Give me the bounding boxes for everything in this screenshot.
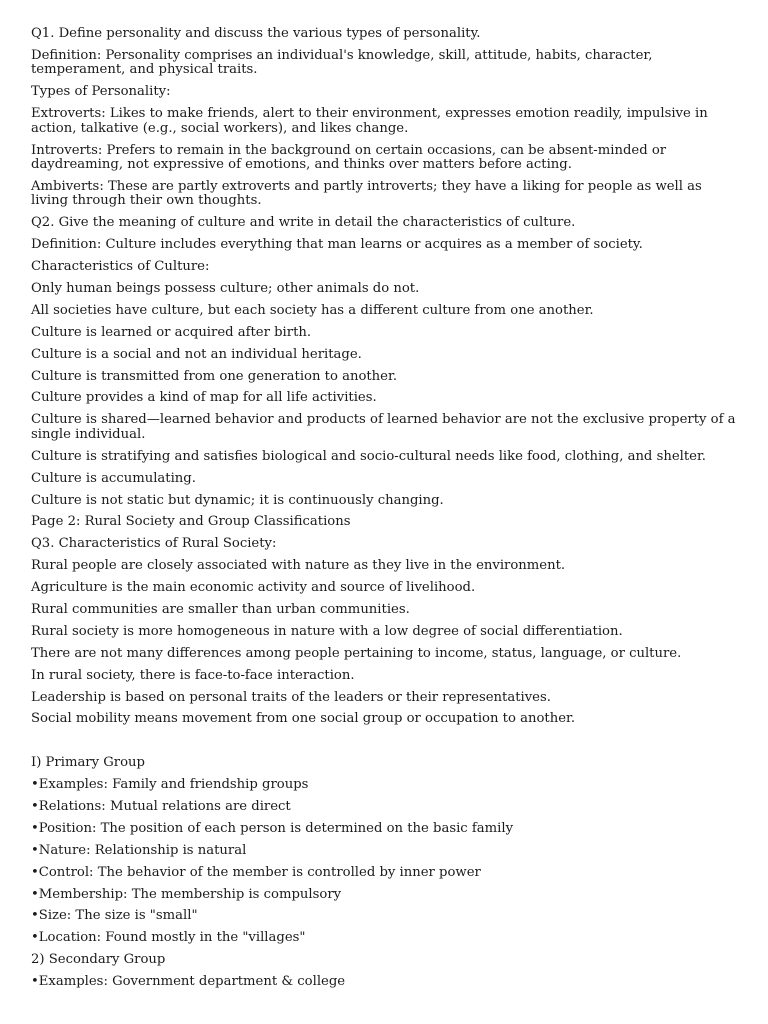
rural-point: Rural society is more homogeneous in nature with a low degree of social differentiation. (31, 623, 623, 639)
document-page (31, 27, 743, 997)
secondary-group-heading: 2) Secondary Group (31, 952, 166, 968)
introverts-paragraph: Introverts: Prefers to remain in the background on certain occasions, can be absent-minded or daydreaming, not expressive of emotions, and thinks over matters before acting. (31, 142, 667, 173)
primary-group-bullet: •Control: The behavior of the member is controlled by inner power (31, 864, 481, 880)
culture-point: Culture is a social and not an individual heritage. (31, 346, 362, 362)
culture-point: Culture provides a kind of map for all life activities. (31, 390, 377, 406)
types-of-personality-heading: Types of Personality: (31, 84, 171, 100)
primary-group-bullet: •Membership: The membership is compulsory (31, 886, 342, 902)
culture-point: Only human beings possess culture; other animals do not. (31, 281, 420, 297)
primary-group-bullet: •Examples: Family and friendship groups (31, 777, 309, 793)
primary-group-bullet: •Size: The size is "small" (31, 908, 198, 924)
culture-point: Culture is learned or acquired after birth. (31, 324, 312, 340)
rural-point: In rural society, there is face-to-face interaction. (31, 667, 355, 683)
characteristics-of-culture-heading: Characteristics of Culture: (31, 259, 210, 275)
culture-definition: Definition: Culture includes everything that man learns or acquires as a member of society. (31, 237, 643, 253)
culture-point: Culture is transmitted from one generation to another. (31, 368, 398, 384)
question-1-heading: Q1. Define personality and discuss the various types of personality. (31, 26, 481, 41)
rural-point: Rural communities are smaller than urban communities. (31, 601, 410, 617)
question-3-heading: Q3. Characteristics of Rural Society: (31, 536, 277, 552)
rural-point: Leadership is based on personal traits of the leaders or their representatives. (31, 689, 551, 705)
culture-point: Culture is stratifying and satisfies biological and socio-cultural needs like food, clothing, and shelter. (31, 448, 707, 464)
personality-definition: Definition: Personality comprises an individual's knowledge, skill, attitude, habits, character, temperament, and physical traits. (31, 47, 653, 78)
blank-line (31, 734, 743, 756)
culture-point: Culture is accumulating. (31, 470, 196, 486)
primary-group-bullet: •Relations: Mutual relations are direct (31, 799, 291, 814)
rural-point: Agriculture is the main economic activity and source of livelihood. (31, 580, 476, 596)
extroverts-paragraph: Extroverts: Likes to make friends, alert to their environment, expresses emotion readily, impulsive in action, talkative (e.g., social workers), and likes change. (31, 106, 708, 136)
question-2-heading: Q2. Give the meaning of culture and write in detail the characteristics of culture. (31, 215, 576, 231)
rural-point: Rural people are closely associated with nature as they live in the environment. (31, 558, 566, 574)
culture-point: Culture is shared—learned behavior and products of learned behavior are not the exclusive property of a single individual. (31, 412, 736, 442)
rural-point: Social mobility means movement from one social group or occupation to another. (31, 711, 576, 727)
primary-group-bullet: •Nature: Relationship is natural (31, 842, 247, 858)
ambiverts-paragraph: Ambiverts: These are partly extroverts and partly introverts; they have a liking for people as well as living through their own thoughts. (31, 178, 702, 209)
primary-group-bullet: •Position: The position of each person is determined on the basic family (31, 820, 514, 836)
primary-group-bullet: •Location: Found mostly in the "villages" (31, 930, 306, 946)
page-2-heading: Page 2: Rural Society and Group Classifications (31, 514, 351, 530)
primary-group-heading: I) Primary Group (31, 755, 145, 771)
rural-point: There are not many differences among people pertaining to income, status, language, or culture. (31, 645, 682, 661)
secondary-group-bullet: •Examples: Government department & college (31, 974, 346, 990)
culture-point: All societies have culture, but each society has a different culture from one another. (31, 302, 594, 318)
culture-point: Culture is not static but dynamic; it is continuously changing. (31, 492, 444, 508)
